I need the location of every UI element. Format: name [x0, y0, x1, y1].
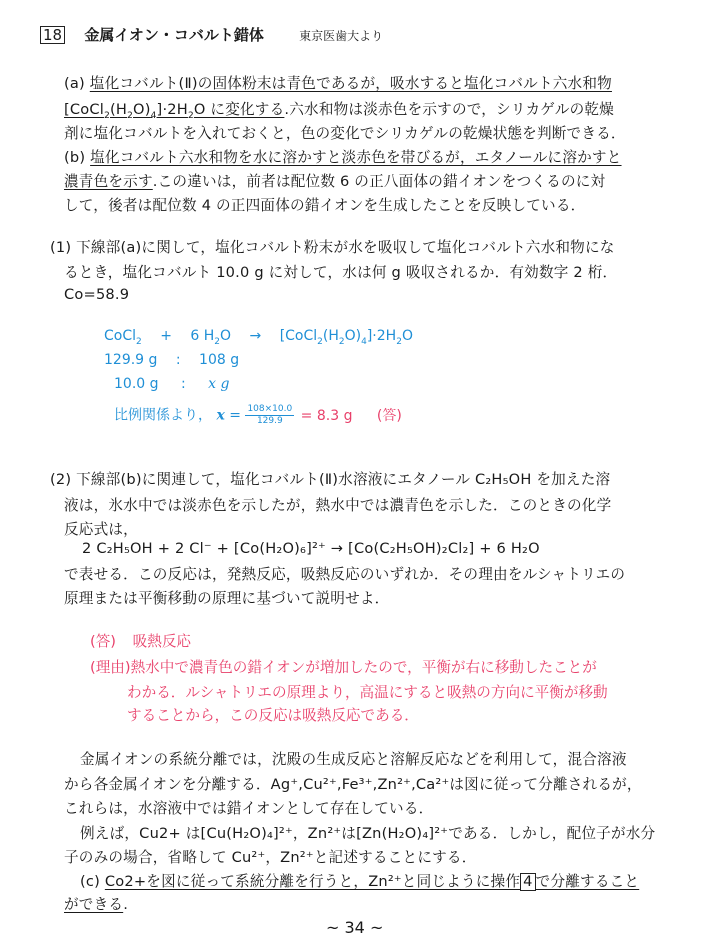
- intro-a-underline1: 塩化コバルト(Ⅱ)の固体粉末は青色であるが，吸水すると塩化コバルト六水和物: [89, 75, 612, 92]
- q1-line1: (1) 下線部(a)に関して，塩化コバルト粉末が水を吸収して塩化コバルト六水和物にな: [50, 239, 615, 256]
- answer1-row2: 10.0 g : x g: [114, 376, 230, 392]
- sep-p1-line3: これらは，水溶液中では錯イオンとして存在している．: [64, 800, 434, 817]
- sep-p1-line1: 金属イオンの系統分離では，沈殿の生成反応と溶解反応などを利用して，混合溶液: [80, 751, 627, 768]
- answer1-row1: 129.9 g : 108 g: [104, 352, 240, 368]
- operation-number-box: 4: [520, 873, 536, 891]
- intro-a-label: (a): [64, 75, 85, 92]
- sep-c-label: (c): [80, 873, 101, 890]
- intro-b-label: (b): [64, 149, 86, 166]
- sep-p1-line2: から各金属イオンを分離する．Ag⁺,Cu²⁺,Fe³⁺,Zn²⁺,Ca²⁺は図に従って分離されるが，: [64, 776, 642, 793]
- intro-a-line3: 剤に塩化コバルトを入れておくと，色の変化でシリカゲルの乾燥状態を判断できる．: [64, 125, 626, 142]
- q1-line2: るとき，塩化コバルト 10.0 g に対して，水は何 g 吸収されるか．有効数字 2 桁．: [64, 264, 618, 281]
- q2-equation: 2 C₂H₅OH + 2 Cl⁻ + [Co(H₂O)₆]²⁺ → [Co(C₂H₅OH)₂Cl₂] + 6 H₂O: [82, 540, 540, 557]
- intro-a-line1: [64, 72, 612, 93]
- q2-line6: 原理または平衡移動の原理に基づいて説明せよ．: [64, 590, 390, 607]
- problem-number: 18: [40, 26, 65, 44]
- answer2-reason2: わかる．ルシャトリエの原理より，高温にすると吸熱の方向に平衡が移動: [127, 684, 608, 701]
- q2-line3: 反応式は，: [64, 521, 138, 538]
- problem-header: [40, 24, 383, 45]
- sep-c-line2: ができる.: [64, 896, 129, 913]
- intro-b-line3: して，後者は配位数 4 の正四面体の錯イオンを生成したことを反映している．: [64, 197, 586, 214]
- intro-b-line1: [64, 146, 622, 167]
- intro-b-underline2: 濃青色を示す: [64, 173, 153, 190]
- answer2-reason3: することから，この反応は吸熱反応である．: [127, 707, 419, 724]
- intro-a-underline2: $[CoCl_2(H_2O)_4]\cdot 2H_2O$ に変化する: [64, 101, 285, 121]
- problem-source: 東京医歯大より: [299, 29, 384, 43]
- sep-p2-line2: 子のみの場合，省略して Cu²⁺，Zn²⁺と記述することにする．: [64, 849, 477, 866]
- q1-label: (1): [50, 239, 72, 256]
- q2-line1: (2) 下線部(b)に関連して，塩化コバルト(Ⅱ)水溶液にエタノール C₂H₅OH を加えた溶: [50, 471, 611, 488]
- sep-c-underline1: Co2+を図に従って系統分離を行うと，Zn²⁺と同じように操作 4 で分離すること: [104, 873, 640, 890]
- intro-b-underline1: 塩化コバルト六水和物を水に溶かすと淡赤色を帯びるが，エタノールに溶かすと: [90, 149, 622, 166]
- sep-p2-line1: 例えば，Cu2+ は[Cu(H₂O)₄]²⁺，Zn²⁺は[Zn(H₂O)₄]²⁺である．しかし，配位子が水分: [80, 825, 656, 842]
- q2-label: (2): [50, 471, 72, 488]
- intro-a-line2: [64, 98, 614, 121]
- answer1-equation: CoCl$_2$ + 6 $H_2O$ → $[CoCl_2(H_2O)_4]\cdot 2H_2O$: [104, 328, 413, 347]
- intro-a-rest2: .六水和物は淡赤色を示すので，シリカゲルの乾燥: [284, 101, 614, 118]
- answer2-answer: (答) 吸熱反応: [90, 633, 192, 650]
- problem-title: 金属イオン・コバルト錯体: [84, 26, 264, 44]
- sep-c-line1: [80, 870, 639, 891]
- q1-line3: Co=58.9: [64, 286, 130, 303]
- page-number: ~ 34 ~: [326, 918, 384, 937]
- answer1-result: = 8.3 g: [300, 407, 353, 424]
- intro-b-line2: [64, 170, 605, 191]
- intro-b-rest2: .この違いは，前者は配位数 6 の正八面体の錯イオンをつくるのに対: [152, 173, 606, 190]
- answer1-fraction: $\frac{108\times 10.0}{129.9}$: [247, 404, 293, 426]
- answer1-mark: (答): [376, 407, 402, 424]
- q2-line5: で表せる．この反応は，発熱反応，吸熱反応のいずれか．その理由をルシャトリエの: [64, 566, 626, 583]
- q2-line2: 液は，氷水中では淡赤色を示したが，熱水中では濃青色を示した．このときの化学: [64, 497, 612, 514]
- answer1-ratio: 比例関係より， x = $\frac{108\times 10.0}{129.9}$ = 8.3 g (答): [114, 404, 402, 426]
- sep-c-underline2: ができる: [64, 896, 124, 913]
- answer2-reason1: (理由)熱水中で濃青色の錯イオンが増加したので，平衡が右に移動したことが: [90, 659, 597, 676]
